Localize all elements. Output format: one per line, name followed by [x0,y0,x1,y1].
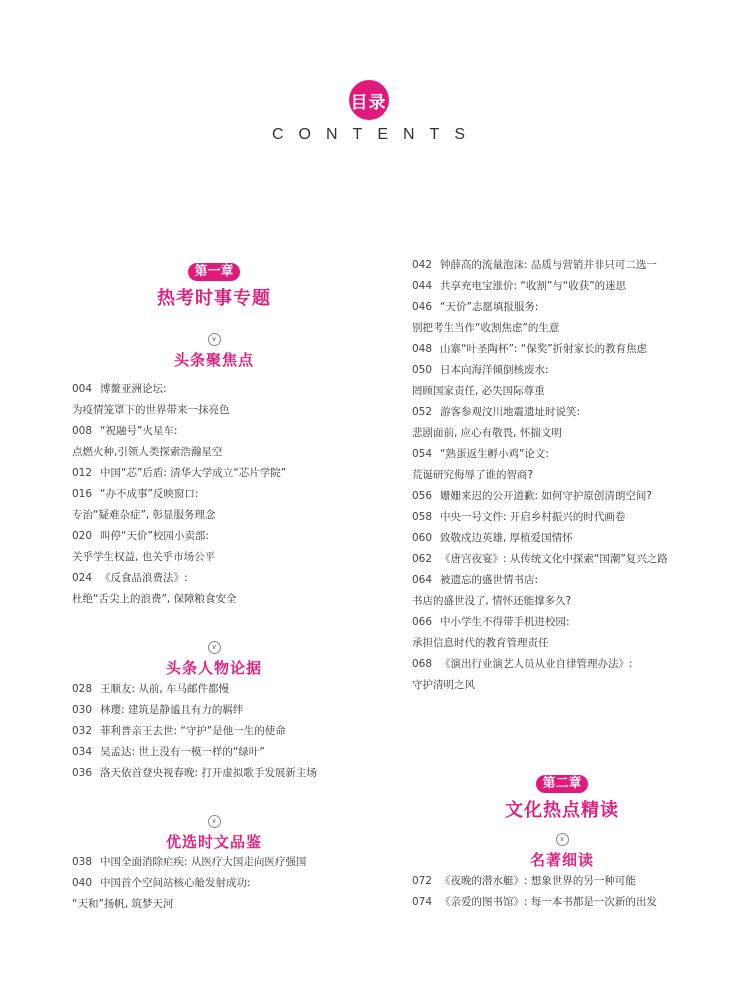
entry-title: 叫停“天价”校园小卖部: [100,530,209,542]
toc-entry[interactable] [412,871,657,892]
toc-entry[interactable] [72,873,306,894]
entry-title: 中央一号文件: 开启乡村振兴的时代画卷 [440,511,626,523]
section-title: 头条人物论据 [165,659,262,677]
page-number: 066 [412,616,433,628]
toc-entry-continuation: 杜绝“舌尖上的浪费”, 保障粮食安全 [72,593,237,605]
toc-entry[interactable] [72,852,306,873]
toc-entry-continuation: 点燃火种,引领人类探索浩瀚星空 [72,446,223,458]
page-number: 038 [72,856,93,868]
entry-title: 钟薛高的流量泡沫: 品质与营销并非只可二选一 [440,259,657,271]
page-number: 068 [412,658,433,670]
page-number: 008 [72,425,93,437]
chapter-1-title: 热考时事专题 [157,288,271,309]
page-number: 032 [72,725,93,737]
toc-entry[interactable] [72,700,317,721]
toc-entry[interactable] [72,463,286,484]
entry-title: “熟蛋返生孵小鸡”论文: [440,448,549,460]
page-number: 062 [412,553,433,565]
page-number: 016 [72,488,93,500]
entry-title: “祝融号”火星车: [100,425,178,437]
page-number: 064 [412,574,433,586]
page-number: 044 [412,280,433,292]
toc-entry[interactable] [412,612,668,633]
toc-entry[interactable] [72,526,286,547]
toc-entry[interactable] [412,276,668,297]
page-number: 048 [412,343,433,355]
toc-entry[interactable] [412,507,668,528]
chevron-down-icon: ∨ [556,833,569,846]
entry-title: 山寨“叶圣陶杯”: “保奖”折射家长的教育焦虑 [440,343,648,355]
toc-entry[interactable] [412,892,657,913]
entry-title: 《夜晚的潜水艇》: 想象世界的另一种可能 [440,875,636,887]
toc-entry[interactable] [412,297,668,318]
page-number: 042 [412,259,433,271]
page-number: 024 [72,572,93,584]
section-title: 优选时文品鉴 [165,833,262,851]
toc-entry-continuation: 罔顾国家责任, 必失国际尊重 [412,385,545,397]
toc-entry[interactable] [412,486,668,507]
toc-entry[interactable] [72,379,286,400]
toc-entry[interactable] [412,339,668,360]
section-1-entries [72,379,286,610]
entry-title: 《唐宫夜宴》: 从传统文化中探索“国潮”复兴之路 [440,553,668,565]
toc-entry[interactable] [72,742,317,763]
toc-entry[interactable] [72,568,286,589]
section-title: 头条聚焦点 [173,351,254,369]
entry-title: “办不成事”反映窗口: [100,488,199,500]
page-number: 060 [412,532,433,544]
chevron-down-icon: ∨ [208,815,221,828]
entry-title: 被遗忘的盛世情书店: [440,574,539,586]
toc-entry-continuation: 悲剧面前, 应心有敬畏, 怀揣文明 [412,427,562,439]
chapter-2-entries [412,871,657,913]
entry-title: 致敬戍边英雄, 厚植爱国情怀 [440,532,573,544]
entry-title: “天价”志愿填报服务: [440,301,539,313]
toc-header [0,80,737,144]
right-column-entries [412,255,668,696]
entry-title: 共享充电宝涨价: “收割”与“收获”的迷思 [440,280,627,292]
page-number: 020 [72,530,93,542]
toc-entry[interactable] [412,360,668,381]
page-number: 040 [72,877,93,889]
toc-badge: 目录 [349,80,389,120]
toc-entry[interactable] [412,570,668,591]
page-number: 074 [412,896,433,908]
entry-title: 洛天依首登央视春晚: 打开虚拟歌手发展新主场 [100,767,317,779]
entry-title: 《演出行业演艺人员从业自律管理办法》: [440,658,633,670]
page-number: 034 [72,746,93,758]
page-number: 056 [412,490,433,502]
page-number: 054 [412,448,433,460]
page-number: 052 [412,406,433,418]
toc-entry[interactable] [412,528,668,549]
toc-entry-continuation: “天和”扬帆, 筑梦天河 [72,898,174,910]
toc-entry[interactable] [412,255,668,276]
chapter-1-heading [84,260,344,310]
section-headline-focus [84,333,344,370]
section-headline-people [84,641,344,678]
page-number: 030 [72,704,93,716]
page-number: 050 [412,364,433,376]
entry-title: 王顺友: 从前, 车马邮件都慢 [100,683,230,695]
toc-entry-continuation: 为疫情笼罩下的世界带来一抹亮色 [72,404,230,416]
entry-title: 林璎: 建筑是静谧且有力的羁绊 [100,704,244,716]
chapter-2-heading [432,772,692,822]
entry-title: 菲利普亲王去世: “守护”是他一生的使命 [100,725,286,737]
chevron-down-icon: ∨ [208,641,221,654]
toc-entry[interactable] [72,679,317,700]
chapter-2-badge: 第二章 [536,775,587,793]
section-classics [432,833,692,870]
entry-title: 中国首个空间站核心舱发射成功: [100,877,251,889]
contents-subtitle: CONTENTS [272,126,480,143]
entry-title: 中国全面消除疟疾: 从医疗大国走向医疗强国 [100,856,307,868]
section-selected-articles [84,815,344,852]
page-number: 046 [412,301,433,313]
toc-entry[interactable] [412,549,668,570]
section-3-entries [72,852,306,915]
entry-title: 姗姗来迟的公开道歉: 如何守护原创清朗空间? [440,490,652,502]
toc-entry[interactable] [412,444,668,465]
chapter-1-badge: 第一章 [188,263,239,281]
page-number: 036 [72,767,93,779]
entry-title: 日本向海洋倾倒核废水: [440,364,549,376]
entry-title: 游客参观汶川地震遗址时说笑: [440,406,581,418]
toc-entry-continuation: 别把考生当作“收割焦虑”的生意 [412,322,560,334]
toc-entry[interactable] [72,763,317,784]
page-number: 012 [72,467,93,479]
toc-entry[interactable] [72,421,286,442]
entry-title: 吴孟达: 世上没有一模一样的“绿叶” [100,746,265,758]
entry-title: 中小学生不得带手机进校园: [440,616,570,628]
toc-entry[interactable] [412,654,668,675]
toc-entry[interactable] [412,402,668,423]
chapter-2-title: 文化热点精读 [505,800,619,821]
toc-entry-continuation: 荒诞研究侮辱了谁的智商? [412,469,534,481]
toc-entry-continuation: 书店的盛世没了, 情怀还能撑多久? [412,595,572,607]
page-number: 058 [412,511,433,523]
toc-entry-continuation: 专治“疑难杂症”, 彰显服务理念 [72,509,216,521]
toc-entry-continuation: 承担信息时代的教育管理责任 [412,637,549,649]
entry-title: 《亲爱的图书馆》: 每一本书都是一次新的出发 [440,896,657,908]
entry-title: 博鳌亚洲论坛: [100,383,167,395]
page-number: 004 [72,383,93,395]
toc-entry-continuation: 关乎学生权益, 也关乎市场公平 [72,551,216,563]
toc-entry-continuation: 守护清明之风 [412,679,475,691]
toc-entry[interactable] [72,484,286,505]
chevron-down-icon: ∨ [208,333,221,346]
toc-entry[interactable] [72,721,317,742]
section-title: 名著细读 [529,851,594,869]
page-number: 028 [72,683,93,695]
page-number: 072 [412,875,433,887]
section-2-entries [72,679,317,784]
entry-title: 中国“芯”后盾: 清华大学成立“芯片学院” [100,467,287,479]
entry-title: 《反食品浪费法》: [100,572,188,584]
